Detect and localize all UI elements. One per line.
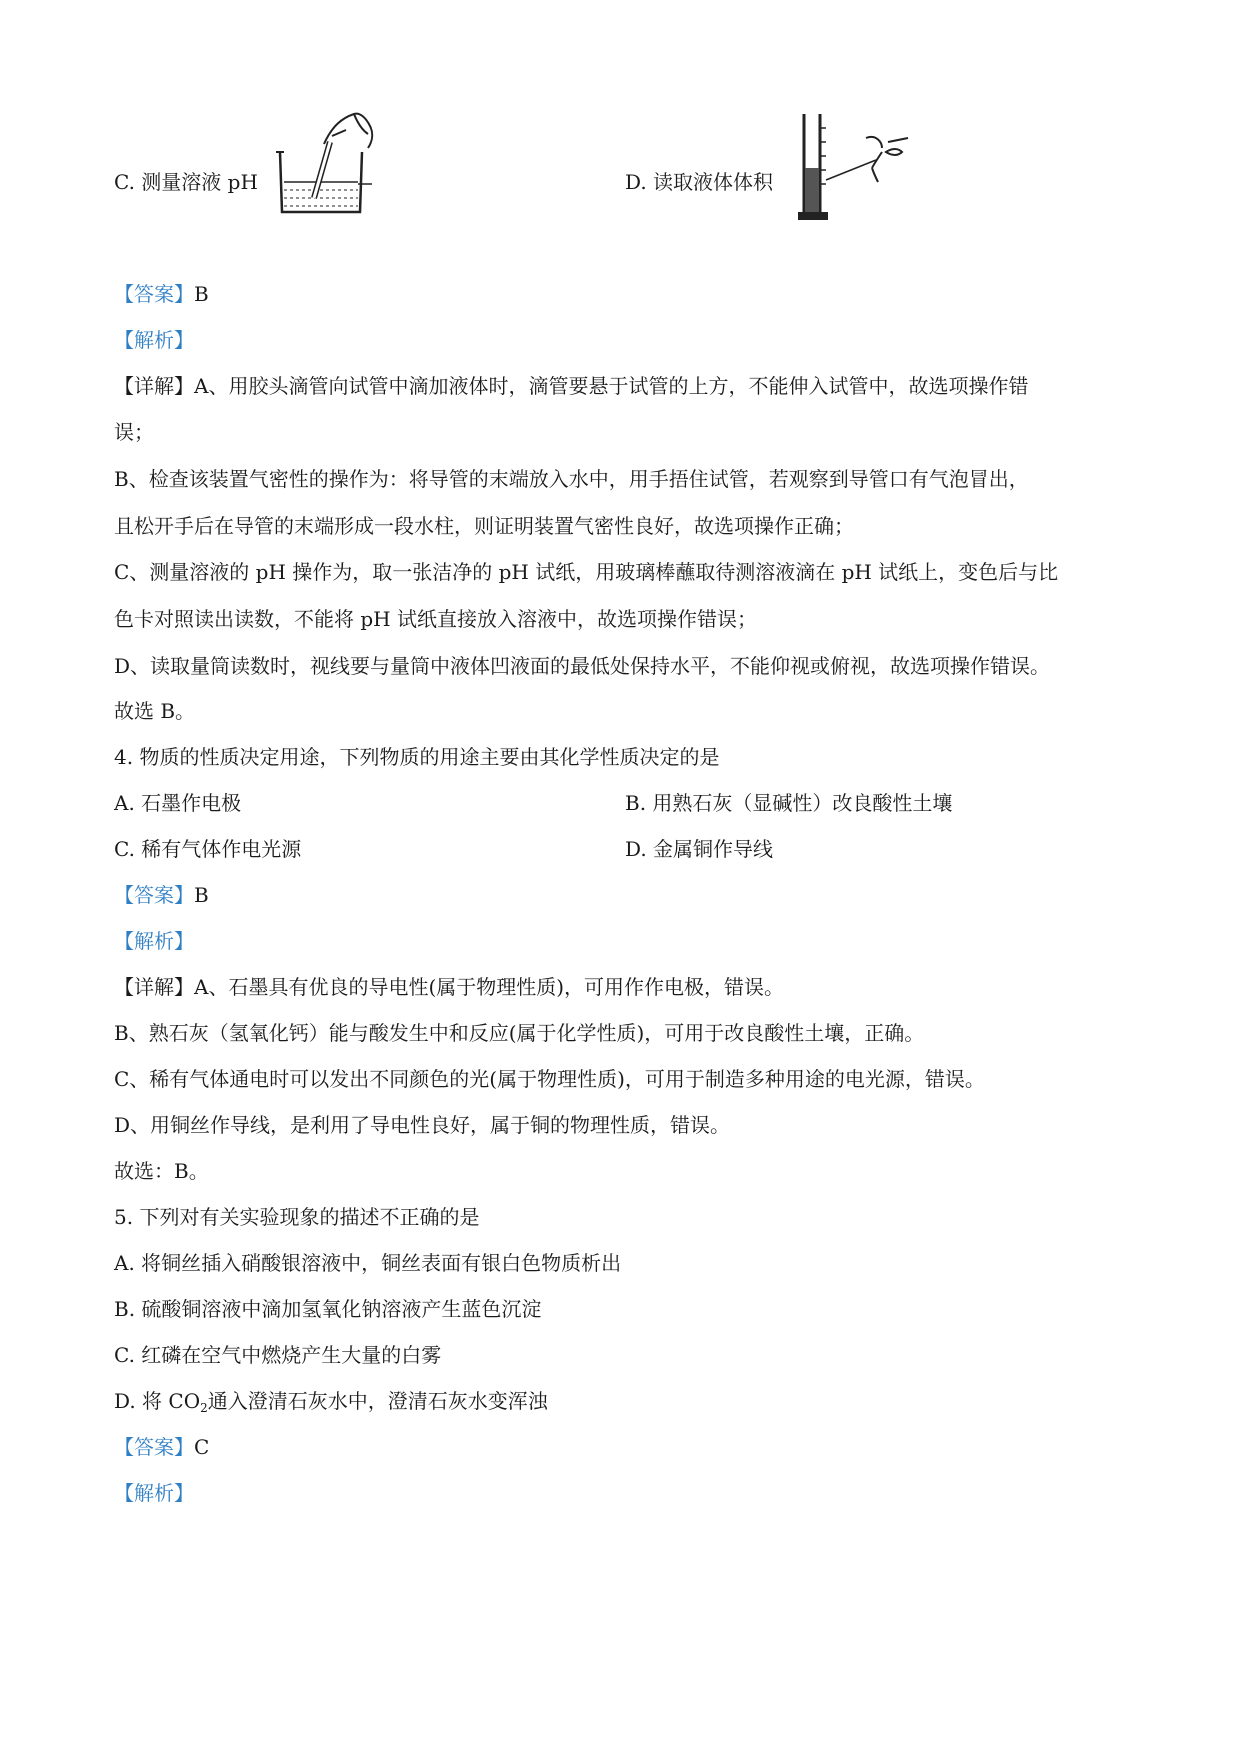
option-d-prefix: D. 将 CO [114,1389,201,1413]
q3-option-d-label: D. 读取液体体积 [625,170,774,194]
option-d-suffix: 通入澄清石灰水中，澄清石灰水变浑浊 [207,1389,548,1413]
q4-option-a: A. 石墨作电极 [114,791,242,815]
answer-tag: 【答案】 [114,883,194,907]
q3-analysis-tag: 【解析】 [114,328,194,352]
option-d-subscript: 2 [200,1401,208,1415]
q4-detail-line-2: B、熟石灰（氢氧化钙）能与酸发生中和反应(属于化学性质)，可用于改良酸性土壤，正确。 [114,1021,925,1045]
q5-stem: 5. 下列对有关实验现象的描述不正确的是 [114,1205,480,1229]
q5-answer [114,1433,209,1461]
q4-answer [114,881,209,909]
q4-option-c: C. 稀有气体作电光源 [114,837,302,861]
answer-tag: 【答案】 [114,282,194,306]
detail-tag: 【详解】 [114,975,194,999]
q3-option-c-label: C. 测量溶液 pH [114,170,258,194]
q3-detail-line-2: 误； [114,420,154,444]
cylinder-reading-figure [790,108,920,230]
q4-option-b: B. 用熟石灰（显碱性）改良酸性土壤 [625,791,953,815]
q4-detail-line-1 [114,973,784,1001]
q3-detail-line-7: D、读取量筒读数时，视线要与量筒中液体凹液面的最低处保持水平，不能仰视或俯视，故选项操作错误。 [114,654,1051,678]
detail-tag: 【详解】 [114,374,194,398]
q3-detail-line-8: 故选 B。 [114,699,196,723]
q3-detail-line-1 [114,372,1028,400]
q4-stem: 4. 物质的性质决定用途，下列物质的用途主要由其化学性质决定的是 [114,745,720,769]
q5-analysis-tag: 【解析】 [114,1481,194,1505]
q4-option-d: D. 金属铜作导线 [625,837,774,861]
q4-analysis-tag: 【解析】 [114,929,194,953]
q4-detail-line-4: D、用铜丝作导线，是利用了导电性良好，属于铜的物理性质，错误。 [114,1113,731,1137]
q5-option-c: C. 红磷在空气中燃烧产生大量的白雾 [114,1343,442,1367]
answer-value: B [194,883,209,907]
q5-option-b: B. 硫酸铜溶液中滴加氢氧化钠溶液产生蓝色沉淀 [114,1297,542,1321]
answer-value: B [194,282,209,306]
answer-value: C [194,1435,210,1459]
detail-text: A、石墨具有优良的导电性(属于物理性质)，可用作作电极，错误。 [194,975,785,999]
q4-detail-line-5: 故选：B。 [114,1159,209,1183]
ph-measurement-figure [262,108,380,220]
q5-option-d [114,1387,548,1422]
q3-detail-line-4: 且松开手后在导管的末端形成一段水柱，则证明装置气密性良好，故选项操作正确； [114,514,854,538]
q3-detail-line-3: B、检查该装置气密性的操作为：将导管的末端放入水中，用手捂住试管，若观察到导管口有气泡冒出， [114,467,1029,491]
q4-detail-line-3: C、稀有气体通电时可以发出不同颜色的光(属于物理性质)，可用于制造多种用途的电光源，错误。 [114,1067,985,1091]
answer-tag: 【答案】 [114,1435,194,1459]
q3-detail-line-5: C、测量溶液的 pH 操作为，取一张洁净的 pH 试纸，用玻璃棒蘸取待测溶液滴在 pH 试纸上，变色后与比 [114,560,1059,584]
detail-text: A、用胶头滴管向试管中滴加液体时，滴管要悬于试管的上方，不能伸入试管中，故选项操作错 [194,374,1029,398]
q3-answer [114,280,209,308]
q3-detail-line-6: 色卡对照读出读数，不能将 pH 试纸直接放入溶液中，故选项操作错误； [114,607,757,631]
q5-option-a: A. 将铜丝插入硝酸银溶液中，铜丝表面有银白色物质析出 [114,1251,622,1275]
